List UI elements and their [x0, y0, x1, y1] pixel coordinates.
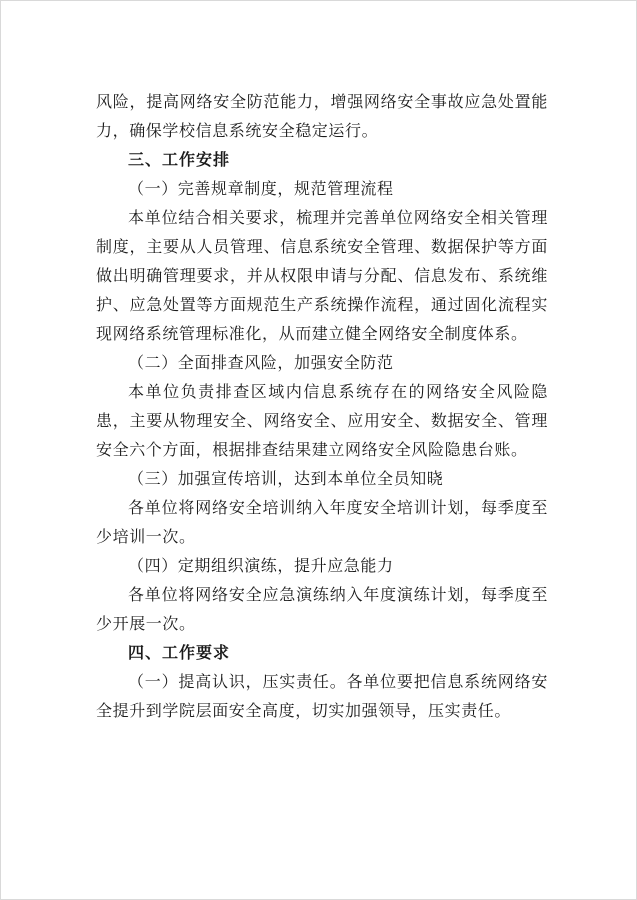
subsection-heading-3: （三）加强宣传培训，达到本单位全员知晓	[128, 469, 444, 488]
subsection-heading-1: （一）完善规章制度，规范管理流程	[128, 179, 394, 198]
body-paragraph-2: 本单位负责排查区域内信息系统存在的网络安全风险隐患，主要从物理安全、网络安全、应用安全、数据安全、管理安全六个方面，根据排查结果建立网络安全风险隐患台账。	[96, 382, 548, 459]
body-paragraph-1: 本单位结合相关要求，梳理并完善单位网络安全相关管理制度，主要从人员管理、信息系统安全管理、数据保护等方面做出明确管理要求，并从权限申请与分配、信息发布、系统维护、应急处置等方面规范生产系统操作流程，通过固化流程实现网络系统管理标准化，从而建立健全网络安全制度体系。	[96, 208, 548, 343]
section-heading-work-arrangement: 三、工作安排	[128, 150, 231, 169]
document-body	[96, 87, 548, 725]
body-paragraph-3: 各单位将网络安全培训纳入年度安全培训计划，每季度至少培训一次。	[96, 498, 548, 546]
body-paragraph-5: （一）提高认识，压实责任。各单位要把信息系统网络安全提升到学院层面安全高度，切实加强领导，压实责任。	[96, 672, 548, 720]
subsection-heading-4: （四）定期组织演练，提升应急能力	[128, 556, 394, 575]
section-heading-work-requirements: 四、工作要求	[128, 643, 231, 662]
subsection-heading-2: （二）全面排查风险，加强安全防范	[128, 353, 394, 372]
intro-paragraph: 风险，提高网络安全防范能力，增强网络安全事故应急处置能力，确保学校信息系统安全稳定运行。	[96, 92, 548, 140]
body-paragraph-4: 各单位将网络安全应急演练纳入年度演练计划，每季度至少开展一次。	[96, 585, 548, 633]
